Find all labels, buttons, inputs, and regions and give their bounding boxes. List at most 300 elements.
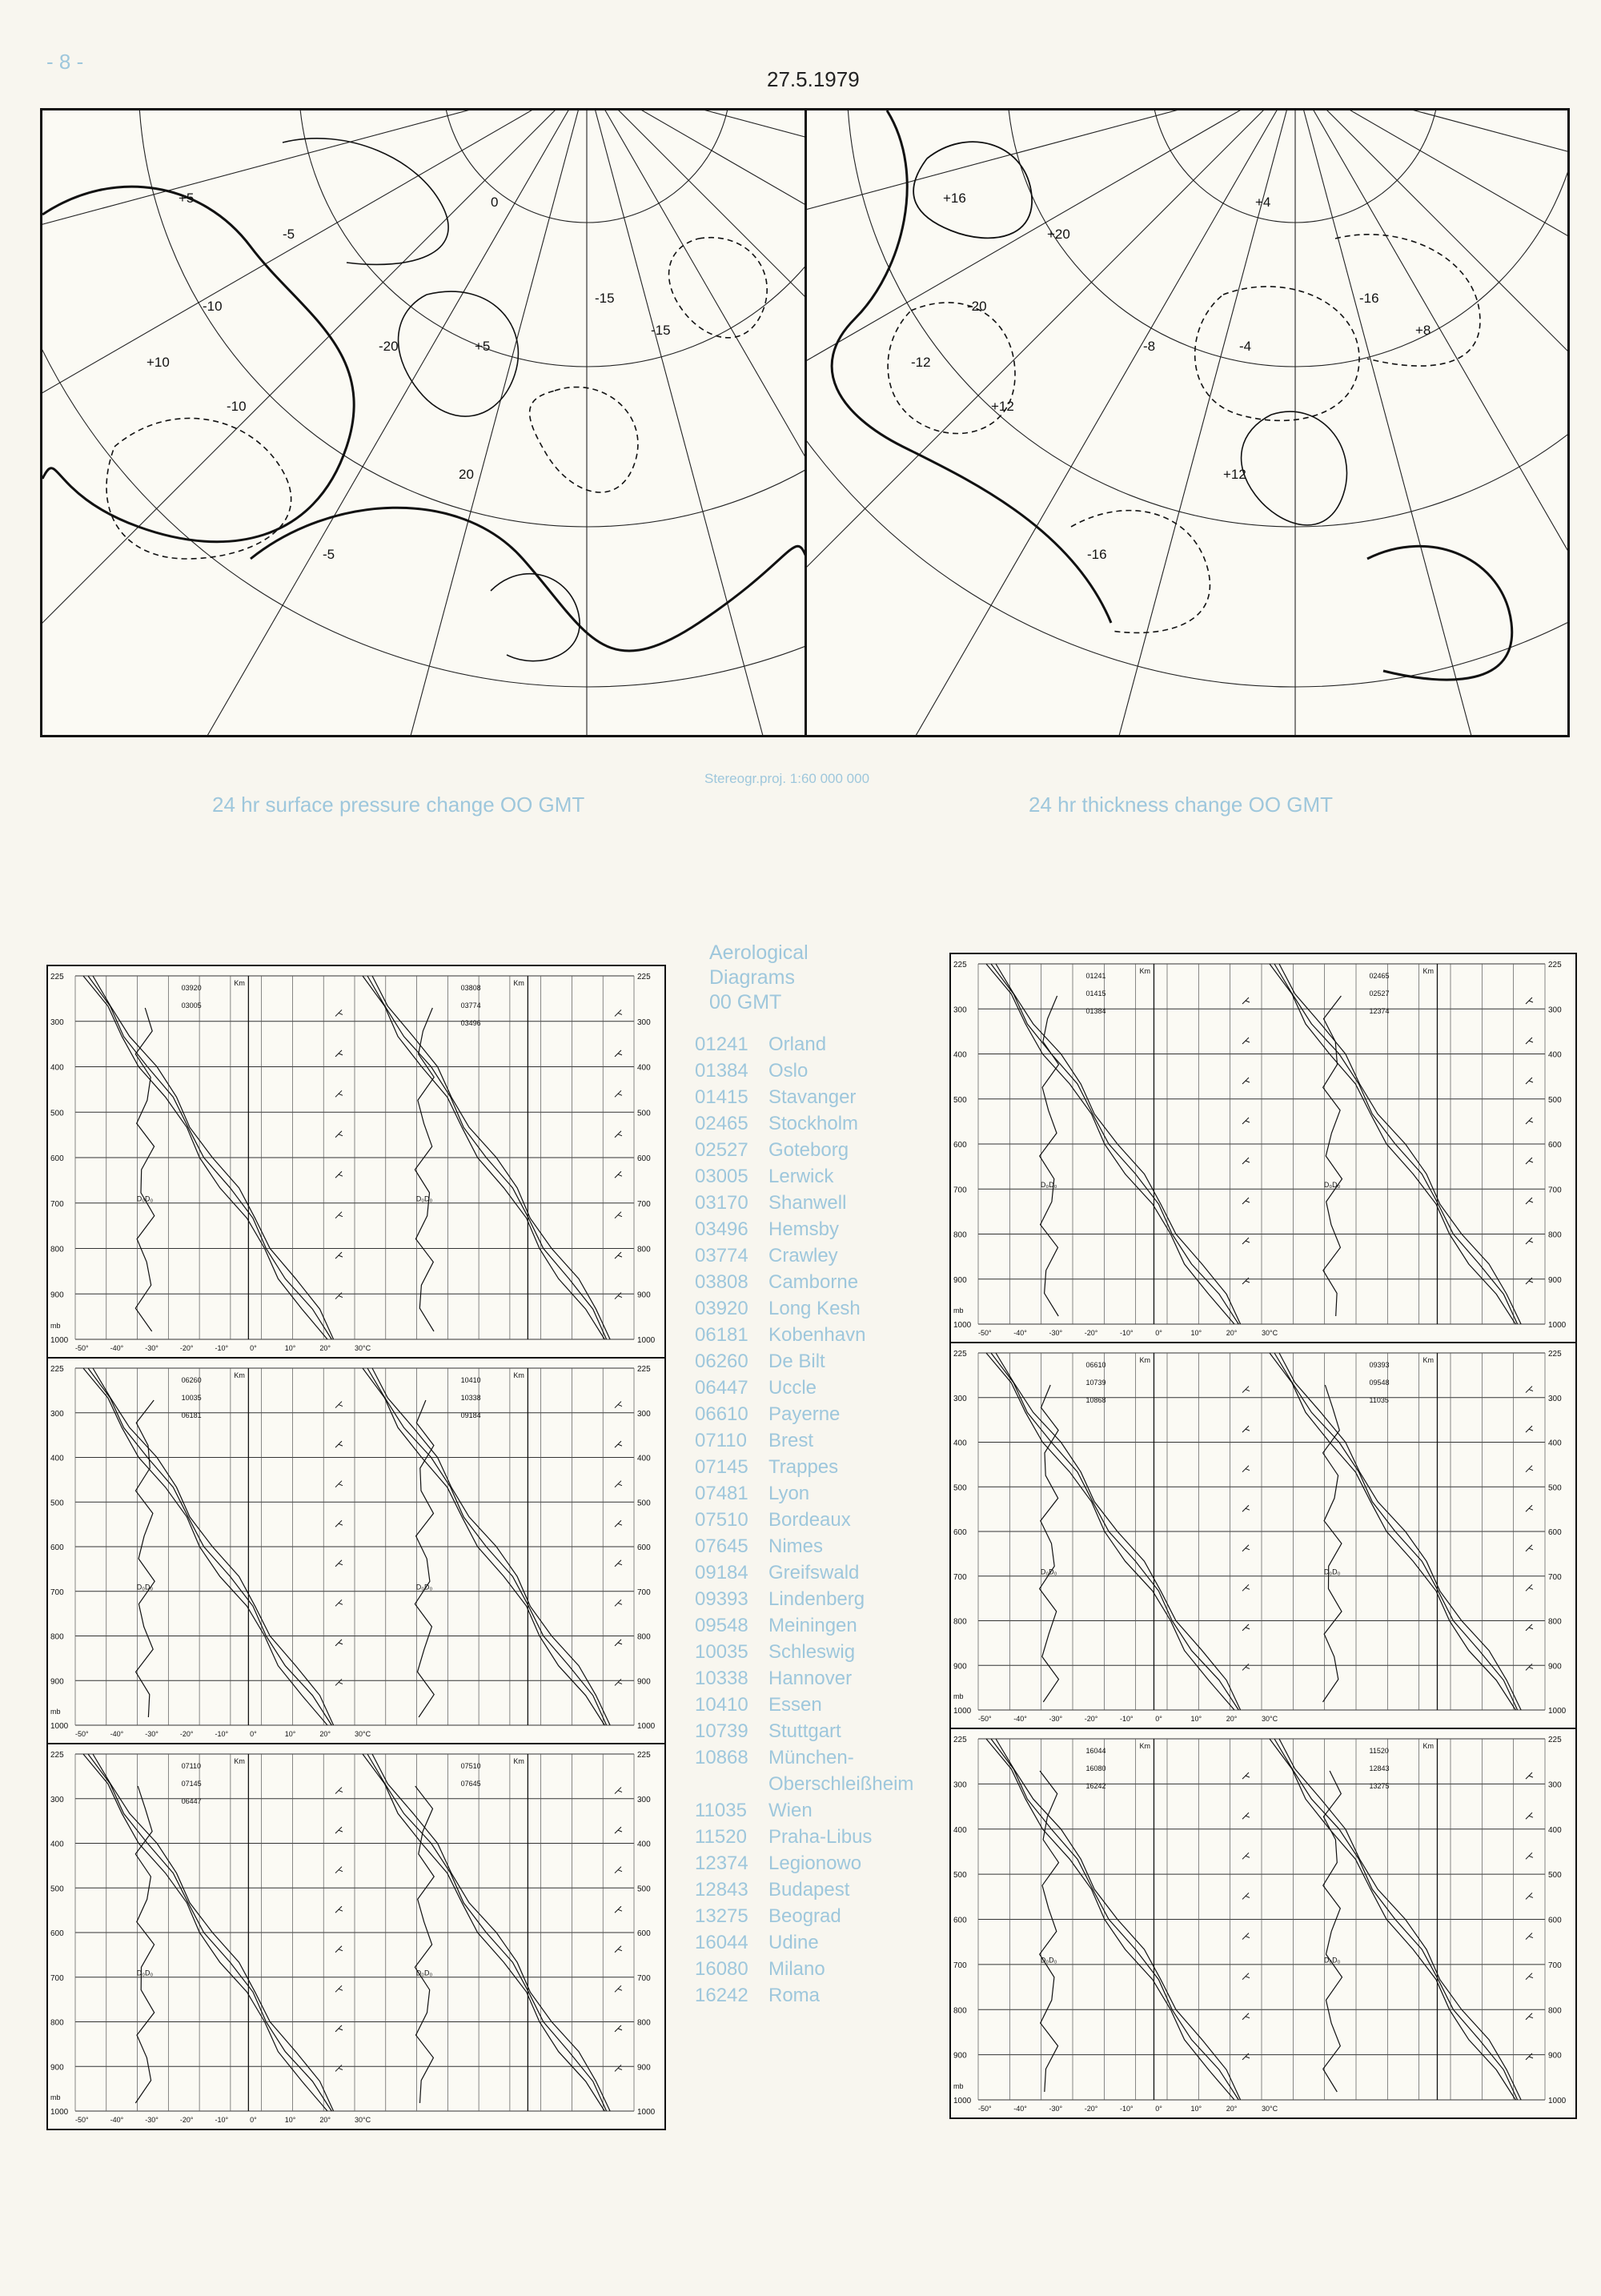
aerological-diagram-graphic [951, 954, 1572, 1339]
pressure-level-label: 400 [637, 1454, 651, 1463]
station-id: 03005 [695, 1166, 748, 1187]
pressure-level-label: 900 [637, 2063, 651, 2073]
station-name: Beograd [768, 1905, 841, 1927]
pressure-level-label: 700 [953, 1572, 967, 1582]
pressure-level-label: 1000 [953, 2097, 972, 2105]
mb-axis-label: mb [50, 2093, 61, 2101]
station-entry [695, 1956, 943, 1982]
pressure-level-label: 500 [637, 1109, 651, 1118]
pressure-level-label: 225 [1548, 1736, 1562, 1744]
diagram-station-label: 16242 [1085, 1782, 1106, 1790]
pressure-level-label: 300 [637, 1795, 651, 1804]
pressure-level-label: 900 [637, 1290, 651, 1300]
station-id: 06181 [695, 1324, 748, 1346]
surface-pressure-change-map [40, 108, 809, 737]
temperature-axis-label: -20° [179, 1730, 194, 1738]
pressure-level-label: 800 [637, 1632, 651, 1642]
diagram-station-label: 03496 [460, 1019, 481, 1027]
pressure-level-label: 900 [50, 1677, 64, 1687]
station-name: Orland [768, 1034, 827, 1055]
pressure-level-label: 400 [50, 1840, 64, 1849]
station-name: Schleswig [768, 1641, 856, 1663]
pressure-level-label: 400 [50, 1454, 64, 1463]
pressure-level-label: 400 [1548, 1439, 1562, 1448]
aerological-diagram-panel [949, 1342, 1577, 1729]
temperature-axis-label: 10° [1190, 2105, 1202, 2113]
station-name: Oslo [768, 1060, 809, 1082]
pressure-level-label: 700 [1548, 1572, 1562, 1582]
station-entry [695, 1797, 943, 1824]
station-id: 10868 [695, 1747, 748, 1768]
diagram-station-label: 12374 [1369, 1007, 1390, 1015]
pressure-level-label: 700 [1548, 1961, 1562, 1970]
temperature-axis-label: -10° [1120, 1329, 1134, 1337]
diagram-station-label: 09393 [1369, 1361, 1390, 1369]
pressure-level-label: 700 [1548, 1186, 1562, 1195]
km-axis-label: Km [513, 1371, 524, 1379]
station-entry [695, 1454, 943, 1480]
station-id: 07481 [695, 1483, 748, 1504]
station-id: 01384 [695, 1060, 748, 1082]
contour-label: +5 [475, 339, 491, 354]
mb-axis-label: mb [953, 2082, 964, 2090]
temperature-axis-label: -40° [1013, 1329, 1027, 1337]
contour-label: -4 [1239, 339, 1252, 354]
pressure-level-label: 500 [50, 1109, 64, 1118]
temperature-axis-label: 20° [319, 2116, 331, 2124]
pressure-level-label: 1000 [50, 2108, 69, 2117]
contour-label: -10 [203, 299, 223, 314]
pressure-level-label: 900 [953, 2051, 967, 2061]
temperature-axis-label: -30° [1049, 2105, 1063, 2113]
temperature-axis-label: -10° [215, 2116, 229, 2124]
pressure-level-label: 800 [953, 1617, 967, 1627]
temperature-axis-label: 0° [250, 2116, 257, 2124]
diagram-station-label: 16044 [1085, 1747, 1106, 1755]
station-name: Hannover [768, 1668, 853, 1689]
station-entry [695, 1401, 943, 1427]
pressure-level-label: 500 [1548, 1483, 1562, 1493]
temperature-axis-label: -40° [110, 2116, 124, 2124]
pressure-level-label: 400 [953, 1439, 967, 1448]
pressure-level-label: 700 [50, 1588, 64, 1597]
contour-label: -16 [1087, 547, 1107, 562]
station-id: 07145 [695, 1456, 748, 1478]
temperature-axis-label: 0° [1155, 2105, 1162, 2113]
station-name: Budapest [768, 1879, 850, 1901]
pressure-level-label: 500 [50, 1885, 64, 1894]
dewpoint-depression-label: D₀D₀ [1040, 1567, 1057, 1576]
aerological-diagram-panel [949, 953, 1577, 1343]
station-id: 03808 [695, 1271, 748, 1293]
pressure-level-label: 500 [1548, 1095, 1562, 1105]
pressure-level-label: 900 [50, 2063, 64, 2073]
station-entry [695, 1612, 943, 1639]
diagram-station-label: 06181 [181, 1411, 202, 1419]
pressure-level-label: 300 [637, 1018, 651, 1027]
temperature-axis-label: -40° [1013, 2105, 1027, 2113]
pressure-level-label: 225 [637, 1365, 651, 1374]
km-axis-label: Km [234, 1371, 245, 1379]
station-name: Camborne [768, 1271, 859, 1293]
diagram-station-label: 10868 [1085, 1396, 1106, 1404]
pressure-level-label: 300 [1548, 1006, 1562, 1015]
temperature-axis-label: -30° [145, 1730, 158, 1738]
pressure-level-label: 1000 [637, 1336, 656, 1345]
aerological-diagram-graphic [48, 1359, 661, 1740]
km-axis-label: Km [513, 979, 524, 987]
mb-axis-label: mb [50, 1322, 61, 1330]
pressure-level-label: 500 [50, 1499, 64, 1508]
station-name: Uccle [768, 1377, 817, 1399]
contour-label: +8 [1415, 323, 1431, 338]
temperature-axis-label: -50° [75, 1344, 89, 1352]
pressure-level-label: 300 [953, 1780, 967, 1790]
pressure-level-label: 400 [637, 1840, 651, 1849]
pressure-level-label: 300 [50, 1795, 64, 1804]
station-name: Kobenhavn [768, 1324, 866, 1346]
dewpoint-depression-label: D₀D₀ [136, 1583, 154, 1592]
mb-axis-label: mb [953, 1307, 964, 1315]
station-entry [695, 1375, 943, 1401]
pressure-level-label: 700 [953, 1186, 967, 1195]
diagram-station-label: 10338 [460, 1394, 481, 1402]
temperature-axis-label: -10° [215, 1730, 229, 1738]
station-name: Hemsby [768, 1218, 840, 1240]
station-id: 07510 [695, 1509, 748, 1531]
temperature-axis-label: 10° [1190, 1715, 1202, 1723]
station-id: 07645 [695, 1535, 748, 1557]
pressure-level-label: 600 [953, 1916, 967, 1925]
station-name: Lyon [768, 1483, 810, 1504]
station-legend [695, 941, 943, 2009]
diagram-station-label: 11035 [1369, 1396, 1389, 1404]
station-name: Trappes [768, 1456, 839, 1478]
station-name: Legionowo [768, 1852, 862, 1874]
station-entry [695, 1110, 943, 1137]
diagram-station-label: 09184 [460, 1411, 481, 1419]
station-entry [695, 1718, 943, 1744]
station-entry [695, 1692, 943, 1718]
pressure-level-label: 300 [50, 1018, 64, 1027]
temperature-axis-label: -20° [1084, 1715, 1098, 1723]
temperature-axis-label: -30° [145, 1344, 158, 1352]
station-name: De Bilt [768, 1351, 825, 1372]
station-entry [695, 1480, 943, 1507]
contour-label: +12 [1223, 467, 1246, 482]
pressure-level-label: 400 [953, 1825, 967, 1835]
dewpoint-depression-label: D₀D₀ [1323, 1567, 1341, 1576]
pressure-level-label: 225 [1548, 961, 1562, 969]
station-entry [695, 1427, 943, 1454]
station-id: 01241 [695, 1034, 748, 1055]
pressure-level-label: 500 [637, 1499, 651, 1508]
pressure-level-label: 600 [50, 1929, 64, 1938]
station-name: Stockholm [768, 1113, 859, 1134]
pressure-level-label: 225 [1548, 1350, 1562, 1359]
station-entry [695, 1982, 943, 2009]
station-entry [695, 1903, 943, 1929]
pressure-level-label: 600 [637, 1154, 651, 1163]
station-name: Essen [768, 1694, 822, 1716]
aerological-diagram-panel [46, 1743, 666, 2130]
station-name: Lindenberg [768, 1588, 865, 1610]
aerological-diagram-panel [949, 1728, 1577, 2119]
temperature-axis-label: 20° [1226, 1329, 1238, 1337]
station-id: 09548 [695, 1615, 748, 1636]
km-axis-label: Km [1422, 1356, 1434, 1364]
pressure-level-label: 800 [637, 1245, 651, 1254]
pressure-level-label: 500 [953, 1483, 967, 1493]
station-id: 02527 [695, 1139, 748, 1161]
mb-axis-label: mb [953, 1692, 964, 1700]
pressure-level-label: 225 [50, 1751, 64, 1760]
temperature-axis-label: 30°C [355, 1730, 371, 1738]
dewpoint-depression-label: D₀D₀ [136, 1194, 154, 1203]
station-name: Brest [768, 1430, 814, 1451]
pressure-level-label: 300 [50, 1409, 64, 1419]
station-id: 13275 [695, 1905, 748, 1927]
contour-label: -15 [595, 291, 615, 306]
station-entry [695, 1322, 943, 1348]
contour-label: -16 [1359, 291, 1379, 306]
temperature-axis-label: 20° [319, 1344, 331, 1352]
diagram-station-label: 01384 [1085, 1007, 1106, 1015]
contour-label: 0 [491, 195, 499, 210]
station-name: Stavanger [768, 1086, 857, 1108]
pressure-level-label: 500 [953, 1095, 967, 1105]
contour-label: +12 [991, 399, 1014, 414]
pressure-level-label: 225 [953, 961, 967, 969]
pressure-level-label: 600 [1548, 1528, 1562, 1537]
dewpoint-depression-label: D₀D₀ [415, 1583, 433, 1592]
temperature-axis-label: -10° [215, 1344, 229, 1352]
dewpoint-depression-label: D₀D₀ [415, 1194, 433, 1203]
pressure-level-label: 1000 [1548, 1707, 1567, 1716]
pressure-level-label: 600 [637, 1543, 651, 1552]
thickness-caption: 24 hr thickness change OO GMT [1029, 793, 1334, 817]
page-number: - 8 - [46, 50, 84, 74]
temperature-axis-label: 10° [284, 1344, 296, 1352]
km-axis-label: Km [1139, 967, 1150, 975]
diagram-station-label: 03920 [181, 984, 202, 992]
station-name: Lerwick [768, 1166, 834, 1187]
temperature-axis-label: 30°C [1262, 1329, 1278, 1337]
pressure-level-label: 600 [637, 1929, 651, 1938]
temperature-axis-label: -40° [1013, 1715, 1027, 1723]
pressure-level-label: 600 [953, 1141, 967, 1150]
station-name: Goteborg [768, 1139, 849, 1161]
pressure-level-label: 800 [50, 2018, 64, 2028]
diagram-station-label: 06260 [181, 1376, 202, 1384]
temperature-axis-label: -10° [1120, 1715, 1134, 1723]
aerological-diagram-graphic [48, 1744, 661, 2125]
pressure-level-label: 800 [1548, 2006, 1562, 2016]
station-id: 09393 [695, 1588, 748, 1610]
station-entry [695, 1559, 943, 1586]
station-id: 10035 [695, 1641, 748, 1663]
temperature-axis-label: 10° [284, 2116, 296, 2124]
station-id: 10739 [695, 1720, 748, 1742]
contour-labels [911, 191, 1430, 562]
temperature-axis-label: -50° [75, 1730, 89, 1738]
station-id: 12374 [695, 1852, 748, 1874]
station-id: 01415 [695, 1086, 748, 1108]
pressure-level-label: 1000 [1548, 1321, 1567, 1330]
contour-label: -12 [911, 355, 931, 370]
contour-label: +20 [1047, 227, 1070, 242]
pressure-level-label: 900 [1548, 1662, 1562, 1672]
aerological-diagram-panel [46, 1357, 666, 1744]
temperature-axis-label: -40° [110, 1730, 124, 1738]
temperature-axis-label: -30° [1049, 1329, 1063, 1337]
km-axis-label: Km [513, 1757, 524, 1765]
station-id: 07110 [695, 1430, 747, 1451]
station-entry [695, 1824, 943, 1850]
temperature-axis-label: -50° [978, 1715, 992, 1723]
map-grid [807, 110, 1567, 735]
station-id: 03920 [695, 1298, 748, 1319]
pressure-level-label: 225 [953, 1736, 967, 1744]
pressure-level-label: 700 [953, 1961, 967, 1970]
pressure-level-label: 600 [1548, 1916, 1562, 1925]
station-entry [695, 1639, 943, 1665]
temperature-axis-label: 20° [319, 1730, 331, 1738]
station-entry [695, 1163, 943, 1190]
pressure-level-label: 600 [50, 1543, 64, 1552]
surface-pressure-caption: 24 hr surface pressure change OO GMT [212, 793, 585, 817]
diagram-station-label: 09548 [1369, 1379, 1390, 1387]
pressure-level-label: 500 [953, 1871, 967, 1881]
contour-label: +10 [146, 355, 170, 370]
pressure-level-label: 400 [953, 1050, 967, 1060]
station-list [695, 1031, 943, 2009]
contour-label: -5 [283, 227, 295, 242]
station-entry [695, 1533, 943, 1559]
pressure-level-label: 225 [50, 973, 64, 981]
station-entry [695, 1242, 943, 1269]
temperature-axis-label: -50° [978, 1329, 992, 1337]
temperature-axis-label: -40° [110, 1344, 124, 1352]
pressure-level-label: 600 [50, 1154, 64, 1163]
temperature-axis-label: 30°C [355, 1344, 371, 1352]
diagram-station-label: 01415 [1085, 989, 1106, 997]
station-id: 16080 [695, 1958, 748, 1980]
km-axis-label: Km [1422, 967, 1434, 975]
pressure-level-label: 300 [637, 1409, 651, 1419]
pressure-level-label: 800 [953, 1230, 967, 1240]
station-entry [695, 1190, 943, 1216]
page-date: 27.5.1979 [767, 67, 860, 91]
dewpoint-depression-label: D₀D₀ [415, 1969, 433, 1977]
station-entry [695, 1295, 943, 1322]
temperature-axis-label: 10° [284, 1730, 296, 1738]
isallobar-contours [832, 110, 1512, 680]
km-axis-label: Km [234, 979, 245, 987]
pressure-level-label: 300 [953, 1394, 967, 1403]
pressure-level-label: 225 [50, 1365, 64, 1374]
diagram-station-label: 10410 [460, 1376, 481, 1384]
temperature-axis-label: 20° [1226, 2105, 1238, 2113]
station-name: Payerne [768, 1403, 841, 1425]
temperature-axis-label: 20° [1226, 1715, 1238, 1723]
pressure-level-label: 700 [50, 1973, 64, 1983]
pressure-level-label: 700 [637, 1199, 651, 1209]
pressure-level-label: 225 [953, 1350, 967, 1359]
station-name: Shanwell [768, 1192, 847, 1214]
dewpoint-depression-label: D₀D₀ [1040, 1956, 1057, 1965]
aerological-diagram-graphic [951, 1343, 1572, 1724]
pressure-level-label: 1000 [637, 1722, 656, 1731]
station-id: 06447 [695, 1377, 748, 1399]
temperature-axis-label: -50° [75, 2116, 89, 2124]
projection-caption: Stereogr.proj. 1:60 000 000 [704, 771, 870, 786]
pressure-level-label: 900 [953, 1275, 967, 1285]
pressure-level-label: 600 [1548, 1141, 1562, 1150]
diagram-station-label: 10739 [1085, 1379, 1106, 1387]
diagram-station-label: 03005 [181, 1001, 202, 1010]
station-entry [695, 1929, 943, 1956]
pressure-level-label: 700 [637, 1588, 651, 1597]
station-entry [695, 1137, 943, 1163]
station-entry [695, 1665, 943, 1692]
pressure-level-label: 400 [1548, 1050, 1562, 1060]
pressure-level-label: 1000 [637, 2108, 656, 2117]
station-entry [695, 1031, 943, 1058]
diagram-station-label: 07645 [460, 1780, 481, 1788]
station-entry [695, 1507, 943, 1533]
station-entry [695, 1269, 943, 1295]
pressure-level-label: 400 [50, 1063, 64, 1073]
dewpoint-depression-label: D₀D₀ [1040, 1181, 1057, 1189]
pressure-level-label: 900 [1548, 2051, 1562, 2061]
contour-label: -8 [1143, 339, 1156, 354]
km-axis-label: Km [1139, 1742, 1150, 1750]
thickness-map-graphic [807, 110, 1567, 735]
station-name: Wien [768, 1800, 813, 1821]
diagram-station-label: 06610 [1085, 1361, 1106, 1369]
diagram-station-label: 07110 [181, 1762, 201, 1770]
temperature-axis-label: -50° [978, 2105, 992, 2113]
temperature-axis-label: -20° [1084, 2105, 1098, 2113]
temperature-axis-label: 10° [1190, 1329, 1202, 1337]
pressure-level-label: 1000 [953, 1707, 972, 1716]
station-id: 06260 [695, 1351, 748, 1372]
station-id: 03496 [695, 1218, 748, 1240]
contour-label: +5 [179, 191, 195, 206]
station-entry [695, 1084, 943, 1110]
pressure-level-label: 500 [1548, 1871, 1562, 1881]
pressure-level-label: 800 [1548, 1230, 1562, 1240]
dewpoint-depression-label: D₀D₀ [1323, 1181, 1341, 1189]
station-entry [695, 1216, 943, 1242]
station-id: 03774 [695, 1245, 748, 1266]
temperature-axis-label: -20° [1084, 1329, 1098, 1337]
station-entry [695, 1850, 943, 1877]
pressure-level-label: 500 [637, 1885, 651, 1894]
station-entry [695, 1348, 943, 1375]
pressure-level-label: 300 [1548, 1394, 1562, 1403]
pressure-level-label: 900 [50, 1290, 64, 1300]
temperature-axis-label: 0° [1155, 1329, 1162, 1337]
diagram-station-label: 11520 [1369, 1747, 1389, 1755]
station-entry [695, 1058, 943, 1084]
contour-label: 20 [459, 467, 474, 482]
diagram-station-label: 06447 [181, 1797, 202, 1805]
diagram-station-label: 02527 [1369, 989, 1390, 997]
contour-label: -20 [379, 339, 399, 354]
station-id: 03170 [695, 1192, 748, 1214]
